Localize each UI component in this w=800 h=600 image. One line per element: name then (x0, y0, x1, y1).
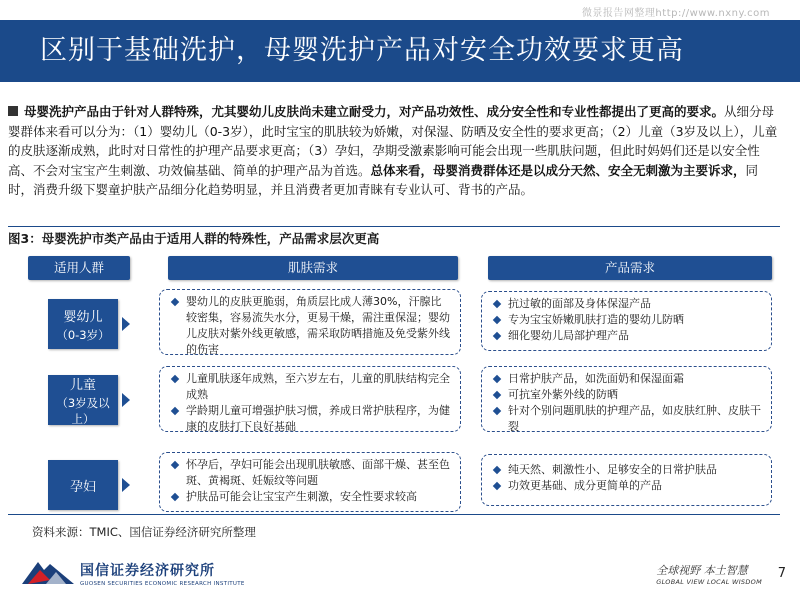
skin-needs-pregnant (159, 452, 461, 512)
intro-bold-tail: 总体来看，母婴消费群体还是以成分天然、安全无刺激为主要诉求， (370, 162, 746, 178)
product-needs-infant (481, 291, 772, 351)
skin-needs-infant (159, 289, 461, 355)
group-pregnant-label: 孕妇 (69, 479, 96, 495)
list-item: 针对个别问题肌肤的护理产品，如皮肤红肿、皮肤干裂 (492, 403, 763, 435)
guosen-logo-icon (20, 556, 76, 590)
figure-title: 图3：母婴洗护市类产品由于适用人群的特殊性，产品需求层次更高 (8, 226, 780, 247)
list-item: 婴幼儿的皮肤更脆弱，角质层比成人薄30%，汗腺比较密集，容易流失水分，更易干燥，需注重保湿；婴幼儿皮肤对紫外线更敏感，需采取防晒措施及免受紫外线的伤害 (170, 294, 452, 358)
group-child (48, 375, 118, 425)
list-item: 日常护肤产品，如洗面奶和保湿面霜 (492, 371, 763, 387)
list-item: 护肤品可能会让宝宝产生刺激，安全性要求较高 (170, 489, 452, 505)
list-item: 学龄期儿童可增强护肤习惯，养成日常护肤程序，为健康的皮肤打下良好基础 (170, 403, 452, 435)
group-child-label: 儿童 (69, 377, 96, 393)
logo-name-en: GUOSEN SECURITIES ECONOMIC RESEARCH INSTITUTE (80, 580, 245, 587)
intro-paragraph (8, 102, 778, 200)
skin-needs-child (159, 366, 461, 432)
header-skin-needs: 肌肤需求 (168, 256, 458, 280)
product-needs-pregnant (481, 454, 772, 506)
page-number: 7 (777, 566, 786, 581)
arrow-right-icon (122, 317, 130, 331)
intro-bold-lead: 母婴洗护产品由于针对人群特殊，尤其婴幼儿皮肤尚未建立耐受力，对产品功效性、成分安全性和专业性都提出了更高的要求。 (24, 104, 725, 119)
list-item: 细化婴幼儿局部护理产品 (492, 328, 763, 344)
logo-name-cn: 国信证券经济研究所 (80, 562, 215, 579)
slogan-en: GLOBAL VIEW LOCAL WISDOM (656, 578, 762, 586)
header-product-needs: 产品需求 (488, 256, 772, 280)
footer-logo (20, 556, 245, 590)
title-bar (0, 20, 800, 82)
header-group: 适用人群 (28, 256, 130, 280)
group-infant-label: 婴幼儿 (63, 309, 103, 325)
slogan (656, 562, 762, 586)
list-item: 儿童肌肤逐年成熟，至六岁左右，儿童的肌肤结构完全成熟 (170, 371, 452, 403)
page-title: 区别于基础洗护，母婴洗护产品对安全功效要求更高 (40, 35, 684, 66)
watermark: 微景报告网整理http://www.nxny.com (581, 8, 770, 19)
list-item: 可抗室外紫外线的防晒 (492, 387, 763, 403)
group-pregnant (48, 460, 118, 510)
arrow-right-icon (122, 393, 130, 407)
list-item: 专为宝宝娇嫩肌肤打造的婴幼儿防晒 (492, 312, 763, 328)
group-infant-sub: （0-3岁） (56, 327, 110, 342)
list-item: 怀孕后，孕妇可能会出现肌肤敏感、面部干燥、甚至色斑、黄褐斑、妊娠纹等问题 (170, 457, 452, 489)
intro-body-tail: 同时，消费升级下婴童护肤产品细分化趋势明显，并且消费者更加青睐有专业认可、背书的产品。 (8, 162, 759, 197)
group-child-sub: （3岁及以上） (56, 395, 110, 426)
slogan-cn: 全球视野 本土智慧 (656, 564, 748, 577)
square-bullet-icon (8, 106, 18, 116)
intro-body: 从细分母婴群体来看可以分为：（1）婴幼儿（0-3岁），此时宝宝的肌肤较为娇嫩，对保湿、防晒及安全性的要求更高；（2）儿童（3岁及以上），儿童的皮肤逐渐成熟，此时对日常性的护理产品要求更高；（3）孕妇，孕期受激素影响可能会出现一些肌肤问题，但此时妈妈们还是以安全性高、不会对宝宝产生刺激、功效偏基础、简单的护理产品为首选。 (8, 104, 778, 178)
product-needs-child (481, 366, 772, 432)
source-note: 资料来源：TMIC、国信证券经济研究所整理 (32, 525, 256, 539)
list-item: 纯天然、刺激性小、足够安全的日常护肤品 (492, 462, 763, 478)
arrow-right-icon (122, 478, 130, 492)
list-item: 功效更基础、成分更简单的产品 (492, 478, 763, 494)
group-infant (48, 299, 118, 349)
list-item: 抗过敏的面部及身体保湿产品 (492, 296, 763, 312)
